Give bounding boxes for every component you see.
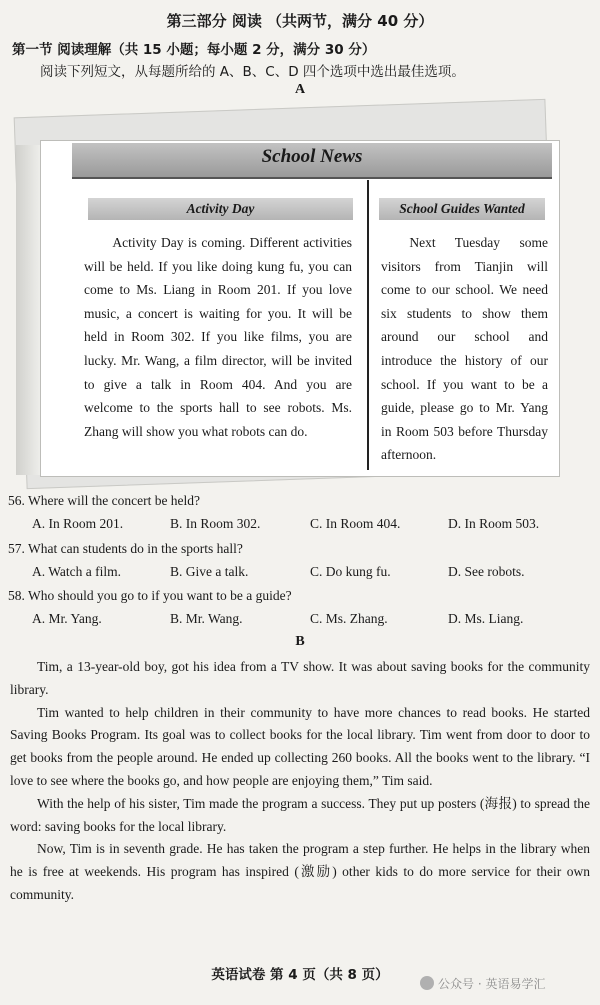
wechat-icon [420, 976, 434, 990]
option-c: C. In Room 404. [310, 516, 401, 531]
paragraph: Tim wanted to help children in their community to have more chances to read books. He started Saving Books Program. Its goal was to collect books for the local library. Tim went from door to door to get books from the people around. He ended up collecting 260 books. All the books went to the library. “I love to see where the books go, and how people are enjoying them,” Tim said. [10, 704, 590, 788]
option-d: D. In Room 503. [448, 516, 540, 531]
option-a: A. In Room 201. [32, 516, 124, 531]
option-b: B. Give a talk. [170, 564, 249, 579]
passage-a-letter: A [294, 82, 306, 97]
newspaper-title: School News [261, 146, 363, 167]
option-a: A. Mr. Yang. [32, 611, 102, 626]
paragraph: Now, Tim is in seventh grade. He has taken the program a step further. He helps in the library when he is free at weekends. His program has inspired (激励) other kids to do more service for their own community. [10, 841, 590, 902]
activity-day-heading: Activity Day [88, 198, 353, 220]
passage-b-letter: B [295, 634, 305, 649]
page-footer: 英语试卷 第 4 页（共 8 页） [211, 967, 389, 983]
paragraph: Tim, a 13-year-old boy, got his idea from a TV show. It was about saving books for the community library. [10, 659, 590, 697]
paragraph: With the help of his sister, Tim made the program a success. They put up posters (海报) to spread the word: saving books for the local library. [10, 795, 590, 834]
option-d: D. Ms. Liang. [448, 611, 524, 626]
question-stem: 57. What can students do in the sports hall? [8, 541, 243, 556]
activity-day-text: Activity Day is coming. Different activities will be held. If you like doing kung fu, you can come to Ms. Liang in Room 201. If you love music, a concert is waiting for you. It will be held in Room 302. If you like films, you are lucky. Mr. Wang, a film director, will be invited to give a talk in Room 404. And you are welcome to the sports hall to see robots. Ms. Zhang will show you what robots can do. [84, 235, 352, 439]
watermark-text: 公众号 · 英语易学汇 [438, 977, 546, 991]
question-stem: 56. Where will the concert be held? [8, 493, 201, 508]
column-divider [367, 180, 369, 470]
option-d: D. See robots. [448, 564, 525, 579]
watermark [420, 975, 545, 992]
instruction: 阅读下列短文，从每题所给的 A、B、C、D 四个选项中选出最佳选项。 [40, 64, 465, 80]
part-title: 第三部分 阅读 （共两节，满分 40 分） [166, 12, 434, 30]
option-b: B. In Room 302. [170, 516, 261, 531]
option-a: A. Watch a film. [32, 564, 122, 579]
option-c: C. Ms. Zhang. [310, 611, 388, 626]
option-b: B. Mr. Wang. [170, 611, 243, 626]
school-guides-heading: School Guides Wanted [379, 198, 545, 220]
question-stem: 58. Who should you go to if you want to be a guide? [8, 588, 292, 603]
school-guides-text: Next Tuesday some visitors from Tianjin will come to our school. We need six students to show them around our school and introduce the history of our school. If you want to be a guide, please go to Mr. Yang in Room 503 before Thursday afternoon. [381, 235, 548, 463]
option-c: C. Do kung fu. [310, 564, 391, 579]
section-title: 第一节 阅读理解（共 15 小题；每小题 2 分，满分 30 分） [12, 42, 376, 58]
passage-b [10, 656, 590, 907]
